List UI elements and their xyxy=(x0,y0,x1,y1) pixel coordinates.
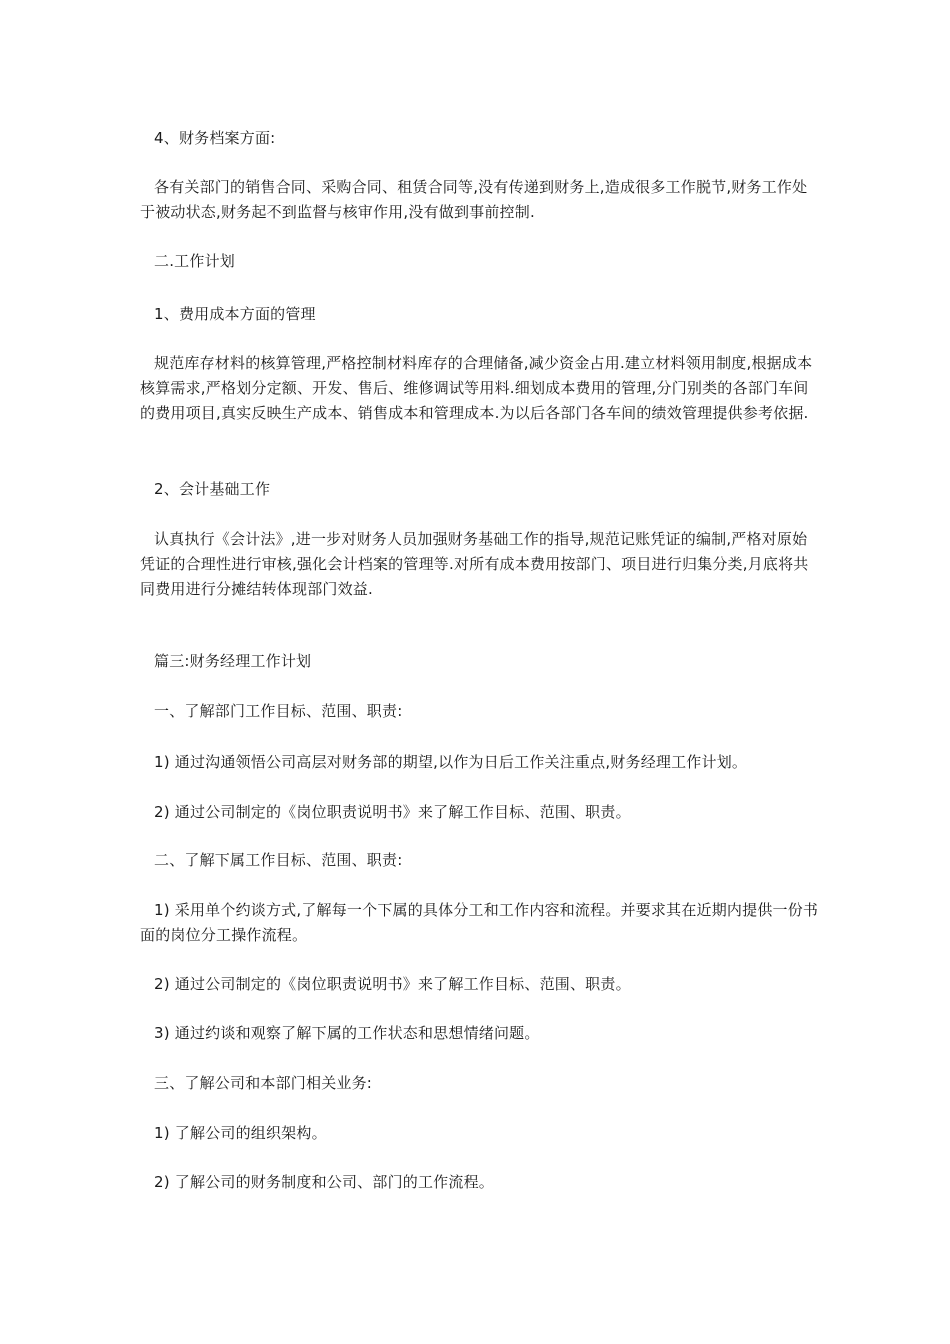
subheading-accounting-basics: 2、会计基础工作 xyxy=(154,480,271,498)
list-item-dept-1: 1) 通过沟通领悟公司高层对财务部的期望,以作为日后工作关注重点,财务经理工作计划。 xyxy=(154,753,748,771)
paragraph-archives-body: 各有关部门的销售合同、采购合同、租赁合同等,没有传递到财务上,造成很多工作脱节,财务工作处于被动状态,财务起不到监督与核审作用,没有做到事前控制. xyxy=(140,178,808,221)
list-item-subordinates-2: 2) 通过公司制定的《岗位职责说明书》来了解工作目标、范围、职责。 xyxy=(154,975,631,993)
list-item-subordinates-1: 1) 采用单个约谈方式,了解每一个下属的具体分工和工作内容和流程。并要求其在近期内提供一份书面的岗位分工操作流程。 xyxy=(140,901,819,944)
heading-understand-business: 三、了解公司和本部门相关业务: xyxy=(154,1074,373,1092)
section-heading-work-plan: 二.工作计划 xyxy=(154,252,235,270)
subheading-cost-management: 1、费用成本方面的管理 xyxy=(154,305,316,323)
list-item-business-1: 1) 了解公司的组织架构。 xyxy=(154,1124,327,1142)
heading-understand-subordinates: 二、了解下属工作目标、范围、职责: xyxy=(154,851,403,869)
paragraph-accounting-basics-body: 认真执行《会计法》,进一步对财务人员加强财务基础工作的指导,规范记账凭证的编制,严格对原始凭证的合理性进行审核,强化会计档案的管理等.对所有成本费用按部门、项目进行归集分类,月底将共同费用进行分摊结转体现部门效益. xyxy=(140,530,809,598)
list-item-business-2: 2) 了解公司的财务制度和公司、部门的工作流程。 xyxy=(154,1173,494,1191)
list-item-subordinates-3: 3) 通过约谈和观察了解下属的工作状态和思想情绪问题。 xyxy=(154,1024,540,1042)
heading-understand-dept-goals: 一、了解部门工作目标、范围、职责: xyxy=(154,702,403,720)
list-item-dept-2: 2) 通过公司制定的《岗位职责说明书》来了解工作目标、范围、职责。 xyxy=(154,803,631,821)
paragraph-cost-management-body: 规范库存材料的核算管理,严格控制材料库存的合理储备,减少资金占用.建立材料领用制度,根据成本核算需求,严格划分定额、开发、售后、维修调试等用料.细划成本费用的管理,分门别类的各部门车间的费用项目,真实反映生产成本、销售成本和管理成本.为以后各部门各车间的绩效管理提供参考依据. xyxy=(140,354,813,422)
section-heading-archives: 4、财务档案方面: xyxy=(154,129,276,147)
section-heading-part-three: 篇三:财务经理工作计划 xyxy=(154,652,312,670)
